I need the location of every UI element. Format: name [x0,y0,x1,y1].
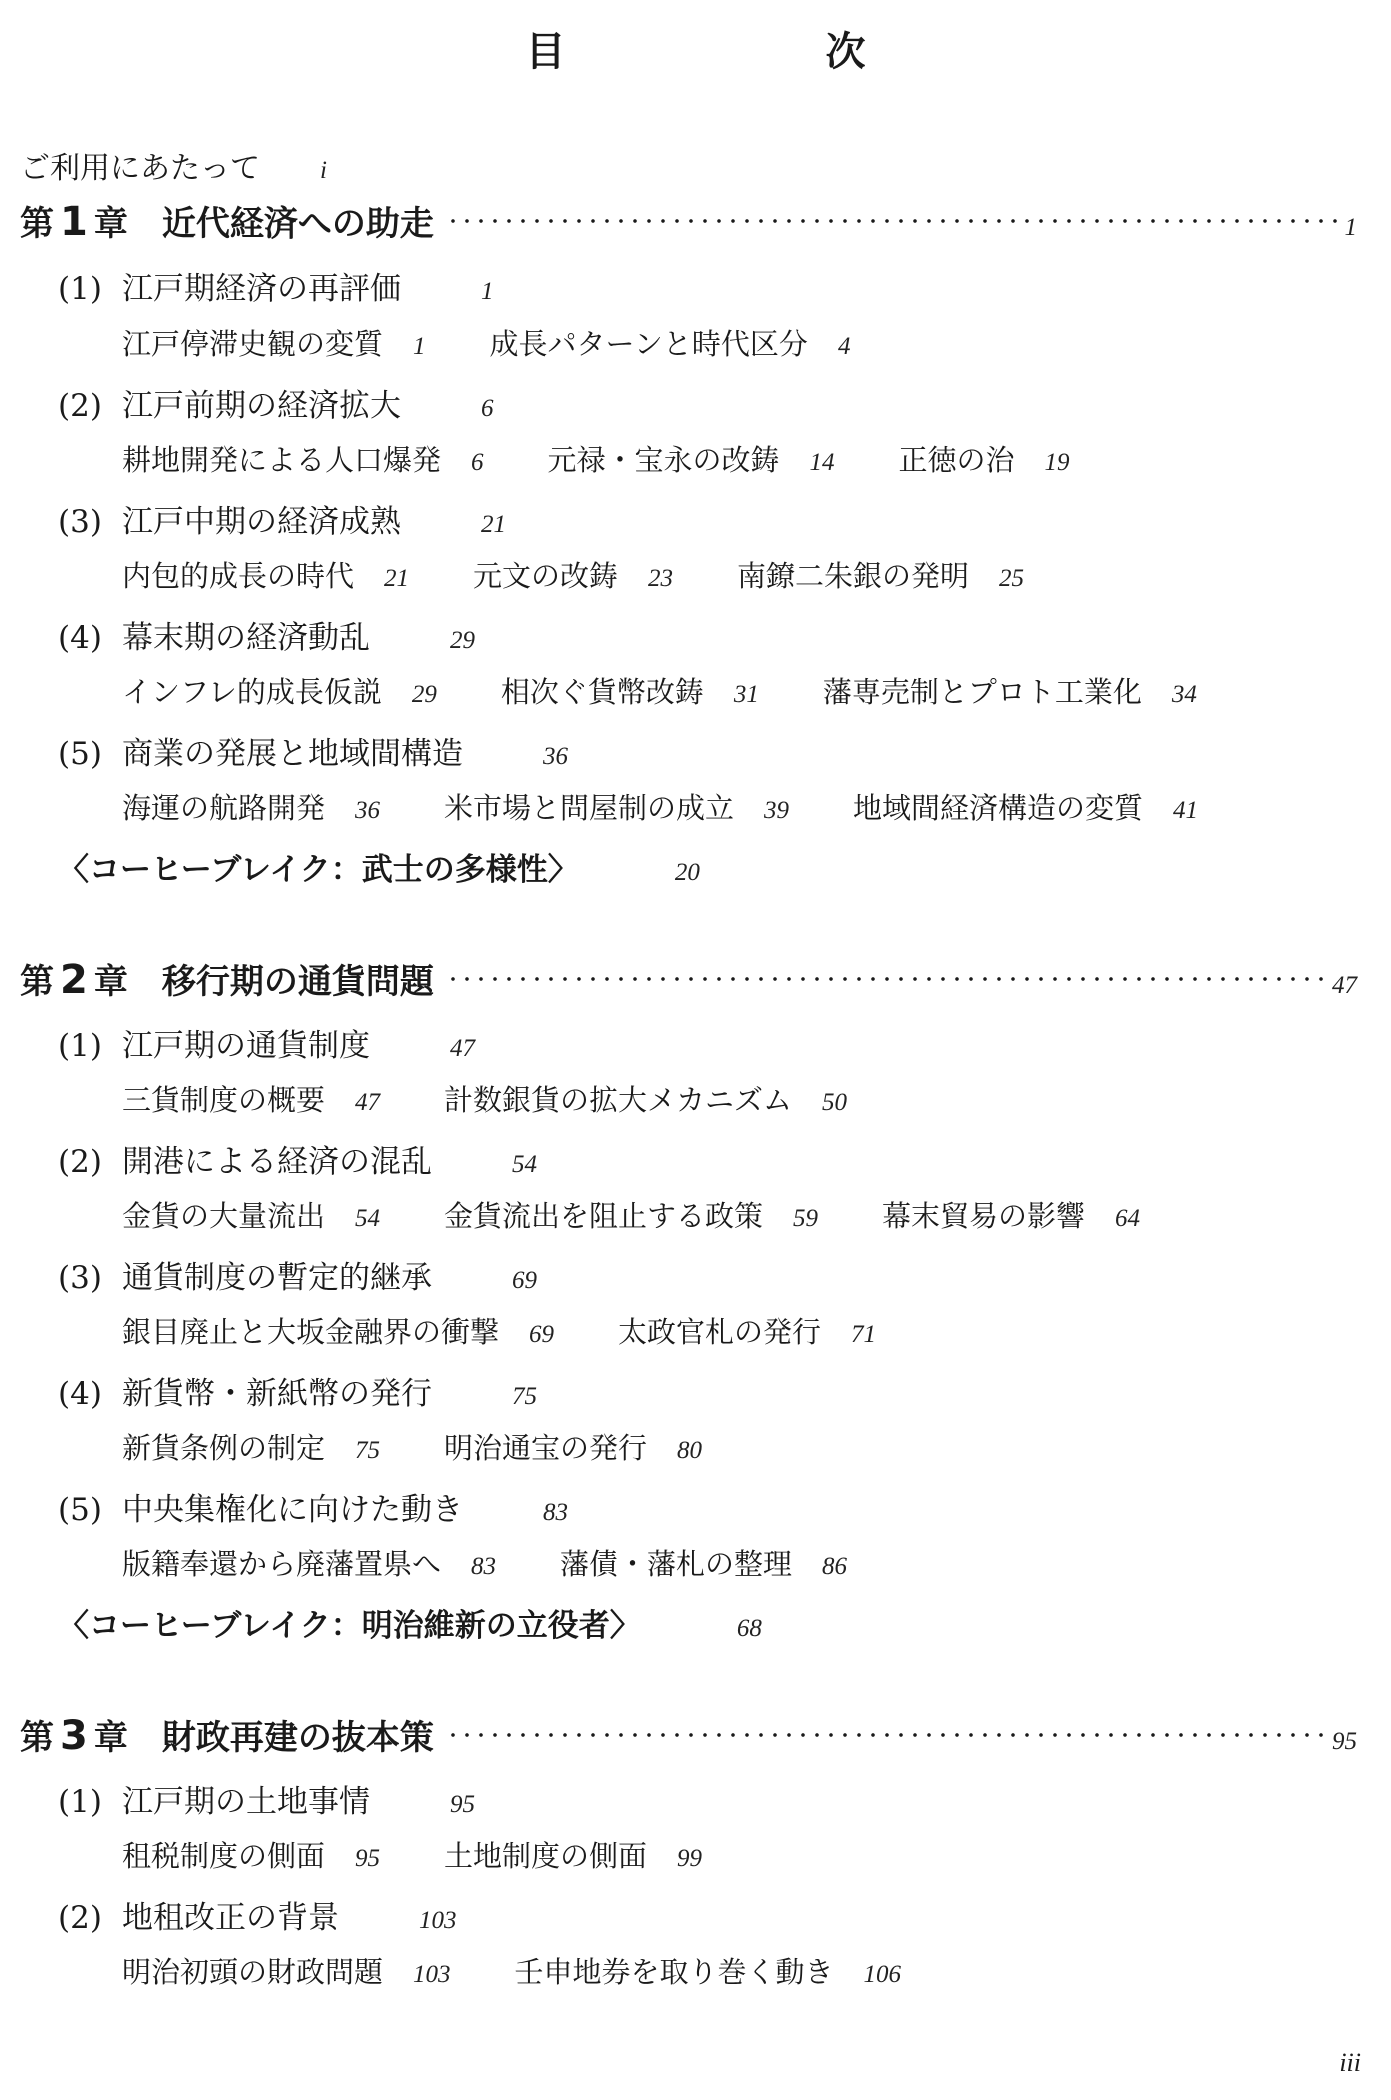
topic-row [122,1834,766,1875]
dot-leader [446,1732,1324,1738]
section-index: (3) [58,1260,102,1296]
section-index: (5) [58,1492,102,1528]
topic-entry[interactable]: 三貨制度の概要 47 [122,1083,381,1117]
dot-leader [446,976,1324,982]
topic-row [122,438,1134,479]
topic-entry[interactable]: 藩専売制とプロト工業化 34 [822,675,1197,709]
page-number: 1 [481,278,494,305]
topic-entry[interactable]: 版籍奉還から廃藩置県へ 83 [122,1547,497,1581]
section-title: 江戸期の通貨制度 [122,1028,370,1064]
chapter-title: 財政再建の抜本策 [161,1718,434,1758]
section-title: 地租改正の背景 [122,1900,339,1936]
page-number: 103 [419,1907,457,1934]
topic-entry[interactable]: 内包的成長の時代 21 [122,559,410,593]
page-number: 29 [450,627,475,654]
page-number: 47 [450,1035,475,1062]
topic-row [122,1542,911,1583]
topic-entry[interactable]: 租税制度の側面 95 [122,1839,381,1873]
intro-entry[interactable] [20,143,327,187]
section-title: 幕末期の経済動乱 [122,620,370,656]
section-title: 通貨制度の暫定的継承 [122,1260,432,1296]
topic-row [122,322,914,363]
section-index: (3) [58,504,102,540]
section-title: 江戸期の土地事情 [122,1784,370,1820]
topic-entry[interactable]: 海運の航路開発 36 [122,791,381,825]
page-title: 目 次 [525,29,976,75]
section-entry[interactable] [58,1020,475,1065]
page-number: 20 [674,859,700,886]
topic-entry[interactable]: 太政官札の発行 71 [618,1315,877,1349]
page-number: 75 [512,1383,537,1410]
page-folio: iii [1339,2048,1361,2077]
page-number: 69 [512,1267,537,1294]
section-entry[interactable] [58,1252,537,1297]
section-title: 江戸前期の経済拡大 [122,388,401,424]
dot-leader [446,218,1337,224]
section-entry[interactable] [58,496,506,541]
topic-row [122,1194,1204,1235]
chapter-label: 第 2 章 [20,957,128,1003]
chapter-title: 移行期の通貨問題 [161,962,434,1002]
section-index: (1) [58,1784,102,1820]
topic-row [122,554,1088,595]
topic-entry[interactable]: 米市場と問屋制の成立 39 [444,791,790,825]
section-index: (2) [58,1144,102,1180]
page-number: 95 [1332,1728,1357,1755]
section-entry[interactable] [58,1776,475,1821]
section-index: (4) [58,620,102,656]
page-number: 1 [1344,214,1357,241]
topic-entry[interactable]: 幕末貿易の影響 64 [882,1199,1141,1233]
section-entry[interactable] [58,612,475,657]
topic-entry[interactable]: 銀目廃止と大坂金融界の衝撃 69 [122,1315,555,1349]
section-entry[interactable] [58,263,494,308]
section-index: (4) [58,1376,102,1412]
section-title: 開港による経済の混乱 [122,1144,432,1180]
chapter-1-heading[interactable] [20,196,1357,245]
topic-entry[interactable]: 金貨流出を阻止する政策 59 [444,1199,819,1233]
section-index: (2) [58,1900,102,1936]
topic-entry[interactable]: 南鐐二朱銀の発明 25 [737,559,1025,593]
section-entry[interactable] [58,728,568,773]
intro-label: ご利用にあたって [20,151,260,186]
topic-row [122,670,1261,711]
coffee-break-title: 〈コーヒーブレイク：明治維新の立役者〉 [58,1608,641,1644]
topic-entry[interactable]: 金貨の大量流出 54 [122,1199,381,1233]
coffee-break-title: 〈コーヒーブレイク：武士の多様性〉 [58,852,579,888]
chapter-2-heading[interactable] [20,954,1357,1003]
topic-row [122,786,1262,827]
page-number: i [320,157,327,184]
topic-entry[interactable]: 地域間経済構造の変質 41 [853,791,1199,825]
section-entry[interactable] [58,380,494,425]
page-number: 47 [1332,972,1357,999]
chapter-label: 第 1 章 [20,199,128,245]
page-number: 95 [450,1791,475,1818]
section-title: 新貨幣・新紙幣の発行 [122,1376,432,1412]
topic-entry[interactable]: 元文の改鋳 23 [473,559,674,593]
chapter-3-heading[interactable] [20,1710,1357,1759]
topic-entry[interactable]: インフレ的成長仮説 29 [122,675,437,709]
section-index: (1) [58,271,102,307]
section-index: (2) [58,388,102,424]
topic-entry[interactable]: 江戸停滞史観の変質 1 [122,327,426,361]
page-number: 83 [543,1499,568,1526]
section-title: 商業の発展と地域間構造 [122,736,463,772]
topic-entry[interactable]: 成長パターンと時代区分 4 [489,327,851,361]
section-entry[interactable] [58,1368,537,1413]
topic-entry[interactable]: 計数銀貨の拡大メカニズム 50 [444,1083,848,1117]
topic-entry[interactable]: 相次ぐ貨幣改鋳 31 [500,675,759,709]
topic-entry[interactable]: 正徳の治 19 [898,443,1070,477]
topic-row [122,1078,911,1119]
topic-entry[interactable]: 明治初頭の財政問題 103 [122,1955,451,1989]
topic-row [122,1310,940,1351]
section-entry[interactable] [58,1484,568,1529]
section-entry[interactable] [58,1136,537,1181]
section-title: 江戸期経済の再評価 [122,271,401,307]
topic-entry[interactable]: 明治通宝の発行 80 [444,1431,703,1465]
section-entry[interactable] [58,1892,457,1937]
section-title: 江戸中期の経済成熟 [122,504,401,540]
page-number: 36 [543,743,568,770]
topic-entry[interactable]: 藩債・藩札の整理 86 [560,1547,848,1581]
topic-entry[interactable]: 新貨条例の制定 75 [122,1431,381,1465]
section-index: (5) [58,736,102,772]
topic-row [122,1950,965,1991]
page-number: 21 [481,511,506,538]
chapter-label: 第 3 章 [20,1713,128,1759]
topic-entry[interactable]: 元禄・宝永の改鋳 14 [547,443,835,477]
page-number: 54 [512,1151,537,1178]
page-number: 6 [481,395,494,422]
page-number: 68 [736,1615,762,1642]
topic-entry[interactable]: 土地制度の側面 99 [444,1839,703,1873]
section-index: (1) [58,1028,102,1064]
topic-entry[interactable]: 耕地開発による人口爆発 6 [122,443,484,477]
topic-row [122,1426,766,1467]
topic-entry[interactable]: 壬申地券を取り巻く動き 106 [514,1955,902,1989]
section-title: 中央集権化に向けた動き [122,1492,463,1528]
coffee-break-entry[interactable] [58,844,700,889]
chapter-title: 近代経済への助走 [161,204,434,244]
coffee-break-entry[interactable] [58,1600,762,1645]
